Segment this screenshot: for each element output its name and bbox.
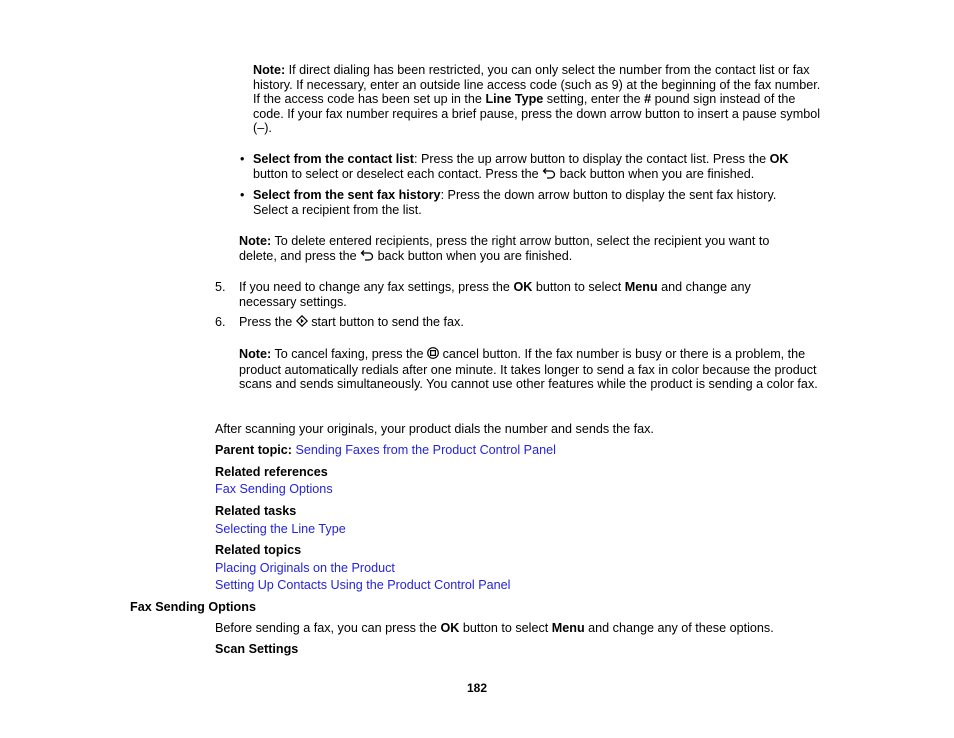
link-selecting-line-type[interactable]: Selecting the Line Type	[215, 522, 346, 536]
back-arrow-icon	[360, 249, 374, 265]
scan-settings-heading: Scan Settings	[215, 642, 299, 656]
note-cancel-faxing: Note: To cancel faxing, press the cancel button. If the fax number is busy or there is a problem, the product automatically redials after one minute. It takes longer to send a fax in color because the product scans and sends simultaneously. You cannot use other features while the product is sending a color fax.	[239, 347, 818, 392]
bullet-marker: •	[240, 152, 245, 166]
note-delete-recipients: Note: To delete entered recipients, press the right arrow button, select the recipient you want to delete, and press the back button when you are finished.	[239, 234, 770, 263]
bullet-sent-history: Select from the sent fax history: Press the down arrow button to display the sent fax history. Select a recipient from the list.	[253, 188, 777, 217]
step-number: 5.	[215, 280, 226, 294]
bullet-marker: •	[240, 188, 245, 202]
after-scanning-text: After scanning your originals, your product dials the number and sends the fax.	[215, 422, 654, 436]
note-dialing-restricted: Note: If direct dialing has been restricted, you can only select the number from the contact list or fax history. If necessary, enter an outside line access code (such as 9) at the beginning of the fax number. If the access code has been set up in the Line Type setting, enter the # pound sign instead of the code. If your fax number requires a brief pause, press the down arrow button to insert a pause symbol (–).	[253, 63, 821, 136]
related-topics-heading: Related topics	[215, 543, 302, 557]
parent-topic	[215, 443, 835, 458]
link-sending-faxes-control-panel[interactable]: Sending Faxes from the Product Control Panel	[295, 443, 556, 457]
parent-topic-label: Parent topic:	[215, 443, 292, 457]
step-number: 6.	[215, 315, 226, 329]
cancel-stop-icon	[427, 347, 439, 363]
page-number: 182	[466, 681, 488, 695]
bullet-contact-list: Select from the contact list: Press the up arrow button to display the contact list. Press the OK button to select or deselect each contact. Press the back button when you are finished.	[253, 152, 789, 181]
back-arrow-icon	[542, 167, 556, 183]
related-references-heading: Related references	[215, 465, 328, 479]
link-fax-sending-options[interactable]: Fax Sending Options	[215, 482, 333, 496]
link-setting-up-contacts[interactable]: Setting Up Contacts Using the Product Control Panel	[215, 578, 511, 592]
related-tasks-heading: Related tasks	[215, 504, 297, 518]
section-title: Fax Sending Options	[130, 600, 256, 614]
step-6-text: Press the start button to send the fax.	[239, 315, 464, 329]
note-label: Note:	[239, 347, 272, 361]
note-label: Note:	[253, 63, 286, 77]
link-placing-originals[interactable]: Placing Originals on the Product	[215, 561, 395, 575]
section-intro: Before sending a fax, you can press the OK button to select Menu and change any of these options.	[215, 621, 774, 635]
start-diamond-icon	[296, 315, 308, 331]
step-5-text: If you need to change any fax settings, press the OK button to select Menu and change any necessary settings.	[239, 280, 751, 309]
note-label: Note:	[239, 234, 272, 248]
